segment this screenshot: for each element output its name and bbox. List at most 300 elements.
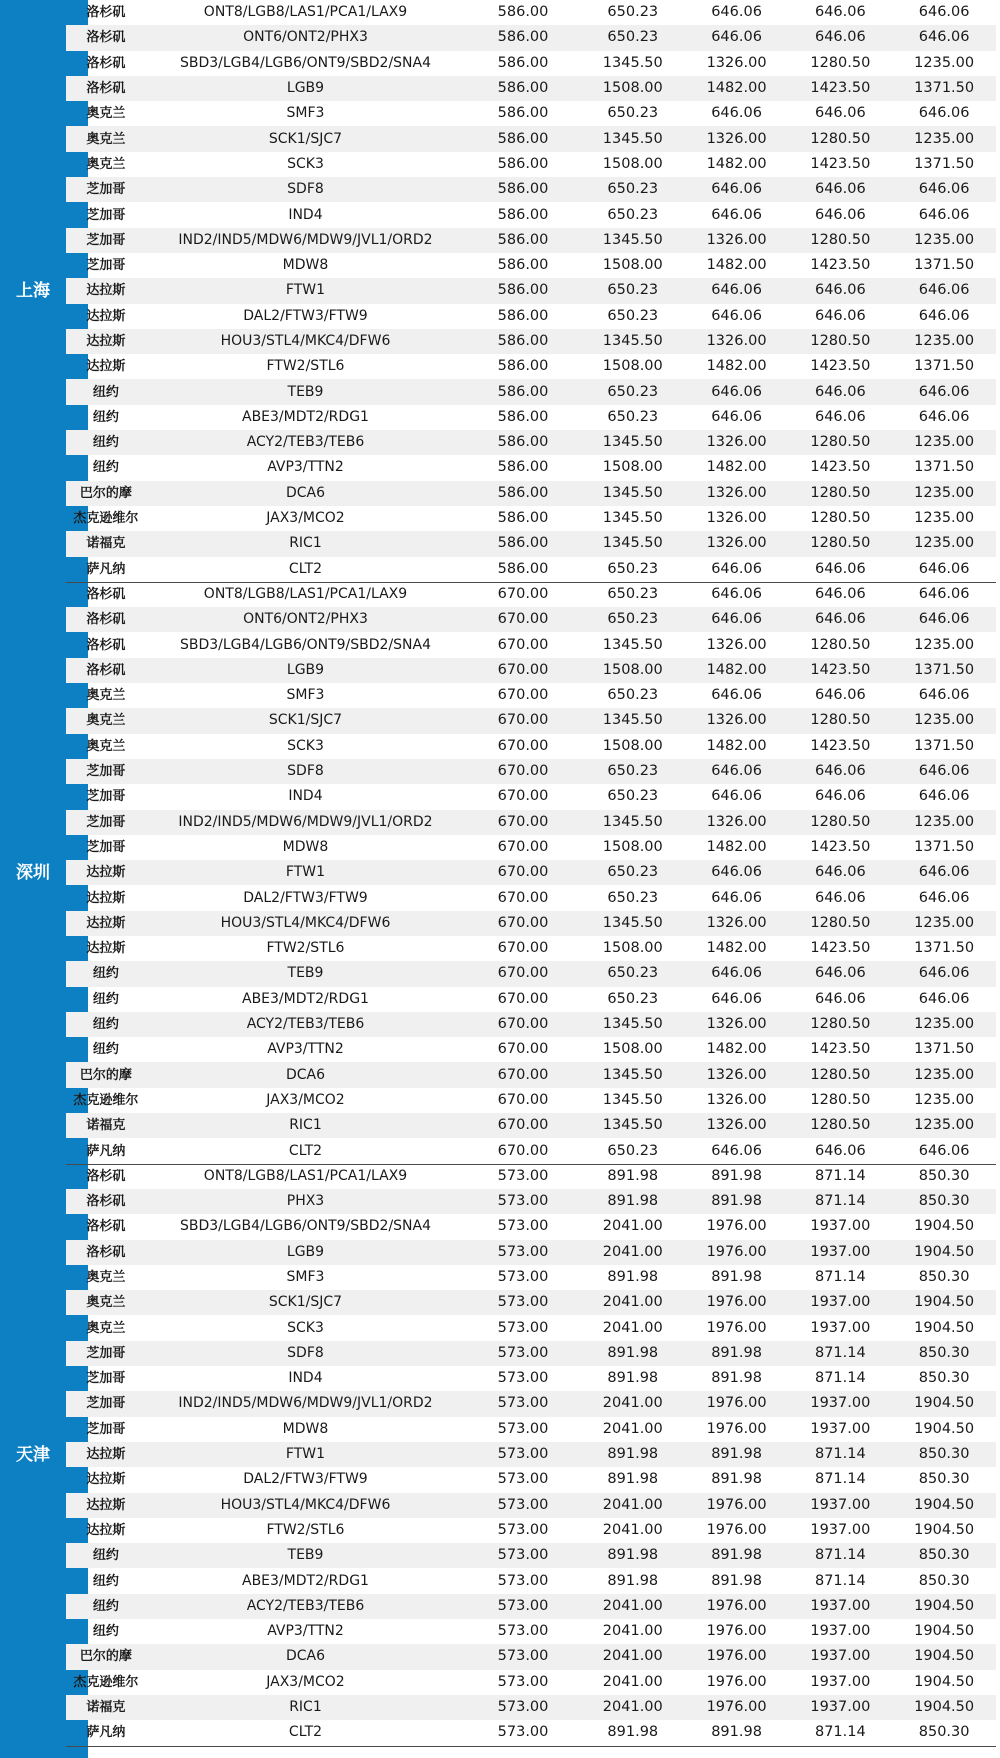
- rate-cell: 1235.00: [914, 1117, 975, 1134]
- rate-cell: 646.06: [814, 105, 866, 122]
- rate-cell: 850.30: [918, 1446, 970, 1463]
- warehouse-codes-cell: RIC1: [289, 1699, 322, 1716]
- rate-cell: 646.06: [711, 687, 762, 704]
- table-row: [66, 911, 996, 936]
- warehouse-codes-cell: DCA6: [285, 484, 325, 501]
- origin-port-label: 上海: [16, 280, 50, 301]
- destination-city-cell: 奥克兰: [86, 1320, 126, 1336]
- warehouse-codes-cell: CLT2: [288, 560, 323, 577]
- rate-cell: 650.23: [607, 687, 659, 704]
- destination-city-cell: 洛杉矶: [86, 30, 126, 46]
- rate-cell: 670.00: [497, 763, 549, 780]
- rate-cell: 646.06: [711, 560, 762, 577]
- rate-cell: 1371.50: [914, 661, 975, 678]
- rate-cell: 1235.00: [914, 333, 975, 349]
- rate-cell: 646.06: [814, 560, 866, 577]
- destination-city-cell: 芝加哥: [86, 1345, 126, 1361]
- destination-city-cell: 奥克兰: [86, 1269, 126, 1285]
- rate-cell: 1423.50: [810, 459, 871, 476]
- rate-cell: 1280.50: [810, 130, 871, 147]
- rate-cell: 586.00: [497, 4, 549, 21]
- rate-cell: 586.00: [497, 29, 549, 46]
- rate-cell: 586.00: [497, 282, 549, 299]
- rate-cell: 1976.00: [706, 1294, 767, 1311]
- rate-cell: 646.06: [918, 889, 970, 906]
- warehouse-codes-cell: SBD3/LGB4/LGB6/ONT9/SBD2/SNA4: [179, 636, 432, 653]
- warehouse-codes-cell: ONT8/LGB8/LAS1/PCA1/LAX9: [203, 586, 408, 603]
- rate-cell: 891.98: [607, 1370, 659, 1387]
- rate-cell: 646.06: [918, 560, 970, 577]
- rate-cell: 646.06: [711, 282, 762, 299]
- rate-cell: 586.00: [497, 80, 549, 97]
- rate-cell: 1904.50: [914, 1597, 975, 1614]
- rate-cell: 670.00: [497, 712, 549, 729]
- warehouse-codes-cell: DAL2/FTW3/FTW9: [243, 1471, 368, 1488]
- table-row: [66, 329, 996, 354]
- table-bottom-rule: [66, 1746, 996, 1747]
- warehouse-codes-cell: IND2/IND5/MDW6/MDW9/JVL1/ORD2: [178, 231, 433, 248]
- rate-cell: 850.30: [918, 1268, 970, 1285]
- table-row: [66, 1240, 996, 1265]
- rate-cell: 1423.50: [810, 838, 871, 855]
- warehouse-codes-cell: ONT6/ONT2/PHX3: [243, 611, 368, 628]
- table-row: [66, 708, 996, 733]
- rate-cell: 586.00: [497, 206, 549, 223]
- rate-cell: 646.06: [814, 965, 866, 982]
- warehouse-codes-cell: FTW1: [285, 1446, 326, 1463]
- destination-city-cell: 萨凡纳: [86, 561, 126, 577]
- rate-cell: 2041.00: [602, 1319, 663, 1336]
- rate-cell: 1482.00: [706, 459, 767, 476]
- table-row: [66, 632, 996, 657]
- rate-cell: 1937.00: [810, 1623, 871, 1640]
- rate-cell: 871.14: [814, 1471, 866, 1488]
- rate-cell: 1482.00: [706, 358, 767, 375]
- rate-cell: 1904.50: [914, 1648, 975, 1665]
- warehouse-codes-cell: LGB9: [286, 1243, 325, 1260]
- rate-cell: 670.00: [497, 864, 549, 881]
- rate-cell: 891.98: [711, 1572, 762, 1589]
- rate-cell: 1423.50: [810, 661, 871, 678]
- rate-cell: 650.23: [607, 1142, 659, 1159]
- rate-cell: 573.00: [497, 1547, 549, 1564]
- rate-cell: 650.23: [607, 763, 659, 780]
- destination-city-cell: 纽约: [92, 435, 119, 451]
- rate-cell: 1345.50: [602, 1066, 663, 1083]
- rate-cell: 1508.00: [602, 838, 663, 855]
- rate-cell: 1976.00: [706, 1648, 767, 1665]
- rate-cell: 1508.00: [602, 80, 663, 97]
- rate-cell: 1904.50: [914, 1243, 975, 1260]
- destination-city-cell: 诺福克: [86, 1118, 126, 1134]
- destination-city-cell: 芝加哥: [86, 182, 126, 198]
- rate-cell: 573.00: [497, 1471, 549, 1488]
- table-row: [66, 1619, 996, 1644]
- table-row: [66, 1214, 996, 1239]
- table-row: [66, 25, 996, 50]
- rate-cell: 1508.00: [602, 358, 663, 375]
- warehouse-codes-cell: LGB9: [286, 80, 325, 97]
- destination-city-cell: 诺福克: [86, 1700, 126, 1716]
- rate-cell: 1235.00: [914, 1066, 975, 1083]
- rate-cell: 646.06: [918, 1142, 970, 1159]
- rate-cell: 1482.00: [706, 1041, 767, 1058]
- rate-cell: 1904.50: [914, 1673, 975, 1690]
- table-row: [66, 835, 996, 860]
- rate-cell: 646.06: [814, 408, 866, 425]
- rate-cell: 891.98: [607, 1268, 659, 1285]
- table-row: [66, 0, 996, 25]
- table-row: [66, 304, 996, 329]
- warehouse-codes-cell: CLT2: [288, 1724, 323, 1741]
- table-row: [66, 1644, 996, 1669]
- table-row: [66, 1442, 996, 1467]
- rate-cell: 646.06: [711, 965, 762, 982]
- rate-cell: 573.00: [497, 1724, 549, 1741]
- warehouse-codes-cell: SBD3/LGB4/LGB6/ONT9/SBD2/SNA4: [179, 54, 432, 71]
- destination-city-cell: 纽约: [92, 460, 119, 476]
- warehouse-codes-cell: HOU3/STL4/MKC4/DFW6: [220, 1496, 391, 1513]
- warehouse-codes-cell: AVP3/TTN2: [267, 1041, 344, 1058]
- table-row: [66, 683, 996, 708]
- rate-cell: 646.06: [918, 105, 970, 122]
- rate-cell: 1345.50: [602, 54, 663, 71]
- rate-cell: 1976.00: [706, 1521, 767, 1538]
- destination-city-cell: 纽约: [92, 1573, 119, 1589]
- rate-cell: 1904.50: [914, 1395, 975, 1412]
- rate-cell: 1345.50: [602, 636, 663, 653]
- rate-cell: 646.06: [814, 889, 866, 906]
- table-row: [66, 961, 996, 986]
- rate-cell: 1976.00: [706, 1597, 767, 1614]
- table-row: [66, 51, 996, 76]
- rate-cell: 1976.00: [706, 1673, 767, 1690]
- rate-cell: 1326.00: [706, 1016, 767, 1033]
- rate-cell: 1423.50: [810, 80, 871, 97]
- rate-cell: 646.06: [711, 383, 762, 400]
- table-row: [66, 936, 996, 961]
- warehouse-codes-cell: IND4: [288, 1370, 323, 1387]
- warehouse-codes-cell: MDW8: [282, 257, 329, 274]
- rate-cell: 586.00: [497, 257, 549, 274]
- rate-cell: 1235.00: [914, 510, 975, 527]
- rate-cell: 650.23: [607, 889, 659, 906]
- destination-city-cell: 芝加哥: [86, 258, 126, 274]
- table-row: [66, 202, 996, 227]
- destination-city-cell: 洛杉矶: [86, 81, 126, 97]
- rate-cell: 573.00: [497, 1344, 549, 1361]
- rate-cell: 871.14: [814, 1168, 866, 1185]
- rate-cell: 1423.50: [810, 737, 871, 754]
- rate-cell: 1345.50: [602, 333, 663, 349]
- rate-cell: 1482.00: [706, 80, 767, 97]
- rate-cell: 670.00: [497, 1091, 549, 1108]
- rate-cell: 670.00: [497, 661, 549, 678]
- warehouse-codes-cell: RIC1: [289, 1117, 322, 1134]
- warehouse-codes-cell: AVP3/TTN2: [267, 1623, 344, 1640]
- table-row: [66, 278, 996, 303]
- rate-cell: 646.06: [918, 383, 970, 400]
- rate-cell: 646.06: [711, 4, 762, 21]
- rate-cell: 646.06: [918, 29, 970, 46]
- destination-city-cell: 芝加哥: [86, 207, 126, 223]
- warehouse-codes-cell: TEB9: [287, 965, 324, 982]
- destination-city-cell: 洛杉矶: [86, 5, 126, 21]
- destination-city-cell: 芝加哥: [86, 1396, 126, 1412]
- rate-cell: 650.23: [607, 29, 659, 46]
- rate-cell: 646.06: [918, 788, 970, 805]
- rate-cell: 891.98: [607, 1547, 659, 1564]
- rate-cell: 586.00: [497, 510, 549, 527]
- table-row: [66, 1366, 996, 1391]
- rate-cell: 646.06: [711, 105, 762, 122]
- rate-cell: 586.00: [497, 358, 549, 375]
- table-row: [66, 430, 996, 455]
- rate-cell: 1280.50: [810, 1016, 871, 1033]
- table-row: [66, 152, 996, 177]
- rate-cell: 1235.00: [914, 813, 975, 830]
- rate-cell: 646.06: [814, 990, 866, 1007]
- rate-cell: 1280.50: [810, 231, 871, 248]
- rate-cell: 646.06: [918, 4, 970, 21]
- rate-cell: 670.00: [497, 1066, 549, 1083]
- rate-cell: 646.06: [814, 586, 866, 603]
- rate-cell: 1280.50: [810, 1066, 871, 1083]
- table-row: [66, 455, 996, 480]
- rate-cell: 1482.00: [706, 661, 767, 678]
- rate-cell: 2041.00: [602, 1597, 663, 1614]
- destination-city-cell: 奥克兰: [86, 106, 126, 122]
- rate-cell: 646.06: [814, 4, 866, 21]
- warehouse-codes-cell: SMF3: [286, 687, 325, 704]
- table-row: [66, 1493, 996, 1518]
- rate-cell: 573.00: [497, 1268, 549, 1285]
- warehouse-codes-cell: ONT8/LGB8/LAS1/PCA1/LAX9: [203, 1168, 408, 1185]
- rate-cell: 646.06: [814, 788, 866, 805]
- rate-cell: 1326.00: [706, 813, 767, 830]
- rate-cell: 650.23: [607, 408, 659, 425]
- rate-cell: 646.06: [711, 990, 762, 1007]
- rate-cell: 650.23: [607, 864, 659, 881]
- rate-cell: 646.06: [711, 307, 762, 324]
- rate-cell: 646.06: [711, 763, 762, 780]
- warehouse-codes-cell: FTW1: [285, 864, 326, 881]
- rate-cell: 650.23: [607, 990, 659, 1007]
- rate-cell: 646.06: [918, 282, 970, 299]
- table-row: [66, 1062, 996, 1087]
- destination-city-cell: 芝加哥: [86, 789, 126, 805]
- rate-cell: 1235.00: [914, 1091, 975, 1108]
- rate-cell: 2041.00: [602, 1420, 663, 1437]
- rate-cell: 1235.00: [914, 1016, 975, 1033]
- warehouse-codes-cell: ACY2/TEB3/TEB6: [246, 434, 365, 451]
- rate-cell: 2041.00: [602, 1699, 663, 1716]
- rate-cell: 1904.50: [914, 1420, 975, 1437]
- rate-cell: 646.06: [711, 29, 762, 46]
- destination-city-cell: 洛杉矶: [86, 587, 126, 603]
- rate-cell: 1423.50: [810, 155, 871, 172]
- rate-cell: 1371.50: [914, 1041, 975, 1058]
- rate-cell: 573.00: [497, 1648, 549, 1665]
- table-row: [66, 734, 996, 759]
- rate-cell: 2041.00: [602, 1496, 663, 1513]
- rate-cell: 1235.00: [914, 712, 975, 729]
- destination-city-cell: 芝加哥: [86, 1421, 126, 1437]
- rate-cell: 650.23: [607, 788, 659, 805]
- rate-cell: 1280.50: [810, 535, 871, 552]
- rate-cell: 646.06: [814, 181, 866, 198]
- rate-cell: 1904.50: [914, 1496, 975, 1513]
- rate-cell: 646.06: [918, 181, 970, 198]
- rate-cell: 891.98: [607, 1572, 659, 1589]
- warehouse-codes-cell: JAX3/MCO2: [266, 1673, 345, 1690]
- rate-cell: 586.00: [497, 105, 549, 122]
- rate-cell: 573.00: [497, 1395, 549, 1412]
- destination-city-cell: 奥克兰: [86, 131, 126, 147]
- rate-cell: 1976.00: [706, 1699, 767, 1716]
- rate-cell: 891.98: [711, 1370, 762, 1387]
- warehouse-codes-cell: ACY2/TEB3/TEB6: [246, 1597, 365, 1614]
- table-row: [66, 126, 996, 151]
- rate-cell: 1976.00: [706, 1319, 767, 1336]
- rate-cell: 646.06: [918, 763, 970, 780]
- table-row: [66, 582, 996, 607]
- warehouse-codes-cell: SMF3: [286, 1268, 325, 1285]
- rate-cell: 670.00: [497, 611, 549, 628]
- rate-cell: 1937.00: [810, 1218, 871, 1235]
- table-row: [66, 1720, 996, 1745]
- table-row: [66, 1518, 996, 1543]
- rate-cell: 1345.50: [602, 1016, 663, 1033]
- rate-cell: 586.00: [497, 181, 549, 198]
- rate-cell: 646.06: [711, 611, 762, 628]
- rate-cell: 670.00: [497, 1117, 549, 1134]
- destination-city-cell: 达拉斯: [86, 1522, 126, 1538]
- rate-cell: 573.00: [497, 1572, 549, 1589]
- rate-cell: 1937.00: [810, 1294, 871, 1311]
- rate-cell: 573.00: [497, 1193, 549, 1210]
- table-row: [66, 1290, 996, 1315]
- table-row: [66, 1467, 996, 1492]
- rate-cell: 670.00: [497, 737, 549, 754]
- rate-cell: 670.00: [497, 889, 549, 906]
- warehouse-codes-cell: SCK3: [287, 155, 324, 172]
- table-row: [66, 557, 996, 582]
- rate-cell: 1280.50: [810, 636, 871, 653]
- rate-cell: 1508.00: [602, 661, 663, 678]
- warehouse-codes-cell: FTW2/STL6: [266, 940, 345, 957]
- rate-cell: 1371.50: [914, 80, 975, 97]
- table-row: [66, 810, 996, 835]
- rate-cell: 1904.50: [914, 1294, 975, 1311]
- warehouse-codes-cell: RIC1: [289, 535, 322, 552]
- rate-cell: 586.00: [497, 307, 549, 324]
- warehouse-codes-cell: ABE3/MDT2/RDG1: [242, 1572, 369, 1589]
- rate-cell: 1280.50: [810, 712, 871, 729]
- warehouse-codes-cell: ACY2/TEB3/TEB6: [246, 1016, 365, 1033]
- destination-city-cell: 达拉斯: [86, 334, 126, 349]
- rate-cell: 1326.00: [706, 535, 767, 552]
- rate-cell: 1423.50: [810, 358, 871, 375]
- rate-cell: 2041.00: [602, 1623, 663, 1640]
- rate-cell: 646.06: [711, 1142, 762, 1159]
- destination-city-cell: 萨凡纳: [86, 1143, 126, 1159]
- rate-cell: 670.00: [497, 586, 549, 603]
- rate-cell: 646.06: [711, 864, 762, 881]
- rate-cell: 650.23: [607, 586, 659, 603]
- rate-cell: 1904.50: [914, 1699, 975, 1716]
- destination-city-cell: 洛杉矶: [86, 1169, 126, 1185]
- rate-cell: 1326.00: [706, 54, 767, 71]
- warehouse-codes-cell: SDF8: [287, 1344, 324, 1361]
- rate-cell: 1345.50: [602, 1091, 663, 1108]
- rate-cell: 646.06: [918, 611, 970, 628]
- table-row: [66, 101, 996, 126]
- destination-city-cell: 杰克逊维尔: [73, 1092, 139, 1108]
- rate-cell: 2041.00: [602, 1294, 663, 1311]
- warehouse-codes-cell: SCK1/SJC7: [268, 130, 343, 147]
- rate-cell: 646.06: [918, 206, 970, 223]
- rate-cell: 1235.00: [914, 54, 975, 71]
- destination-city-cell: 杰克逊维尔: [73, 511, 139, 527]
- table-row: [66, 1417, 996, 1442]
- table-row: [66, 1164, 996, 1189]
- warehouse-codes-cell: SDF8: [287, 763, 324, 780]
- rate-cell: 1235.00: [914, 434, 975, 451]
- rate-cell: 871.14: [814, 1547, 866, 1564]
- warehouse-codes-cell: ABE3/MDT2/RDG1: [242, 990, 369, 1007]
- rate-cell: 891.98: [711, 1344, 762, 1361]
- rate-cell: 646.06: [814, 763, 866, 780]
- destination-city-cell: 芝加哥: [86, 814, 126, 830]
- rate-cell: 891.98: [607, 1724, 659, 1741]
- rate-cell: 1326.00: [706, 231, 767, 248]
- rate-cell: 2041.00: [602, 1243, 663, 1260]
- warehouse-codes-cell: DAL2/FTW3/FTW9: [243, 307, 368, 324]
- rate-cell: 1326.00: [706, 510, 767, 527]
- rate-cell: 646.06: [918, 307, 970, 324]
- rate-cell: 670.00: [497, 914, 549, 931]
- destination-city-cell: 奥克兰: [86, 738, 126, 754]
- rate-cell: 573.00: [497, 1420, 549, 1437]
- rate-cell: 1326.00: [706, 914, 767, 931]
- rate-cell: 573.00: [497, 1521, 549, 1538]
- rate-cell: 850.30: [918, 1471, 970, 1488]
- warehouse-codes-cell: SCK1/SJC7: [268, 1294, 343, 1311]
- rate-cell: 1235.00: [914, 231, 975, 248]
- rate-cell: 586.00: [497, 54, 549, 71]
- rate-cell: 1976.00: [706, 1218, 767, 1235]
- rate-cell: 1976.00: [706, 1395, 767, 1412]
- rate-cell: 646.06: [711, 586, 762, 603]
- rate-cell: 1937.00: [810, 1395, 871, 1412]
- rate-cell: 650.23: [607, 181, 659, 198]
- destination-city-cell: 达拉斯: [86, 941, 126, 957]
- rate-cell: 871.14: [814, 1572, 866, 1589]
- rate-cell: 1937.00: [810, 1597, 871, 1614]
- rate-cell: 1371.50: [914, 358, 975, 375]
- destination-city-cell: 芝加哥: [86, 764, 126, 780]
- destination-city-cell: 纽约: [92, 1548, 119, 1564]
- rate-cell: 850.30: [918, 1344, 970, 1361]
- rate-cell: 1345.50: [602, 914, 663, 931]
- rate-cell: 1508.00: [602, 737, 663, 754]
- rate-cell: 670.00: [497, 940, 549, 957]
- rate-cell: 646.06: [918, 965, 970, 982]
- rate-cell: 1371.50: [914, 838, 975, 855]
- destination-city-cell: 杰克逊维尔: [73, 1674, 139, 1690]
- rate-cell: 646.06: [814, 611, 866, 628]
